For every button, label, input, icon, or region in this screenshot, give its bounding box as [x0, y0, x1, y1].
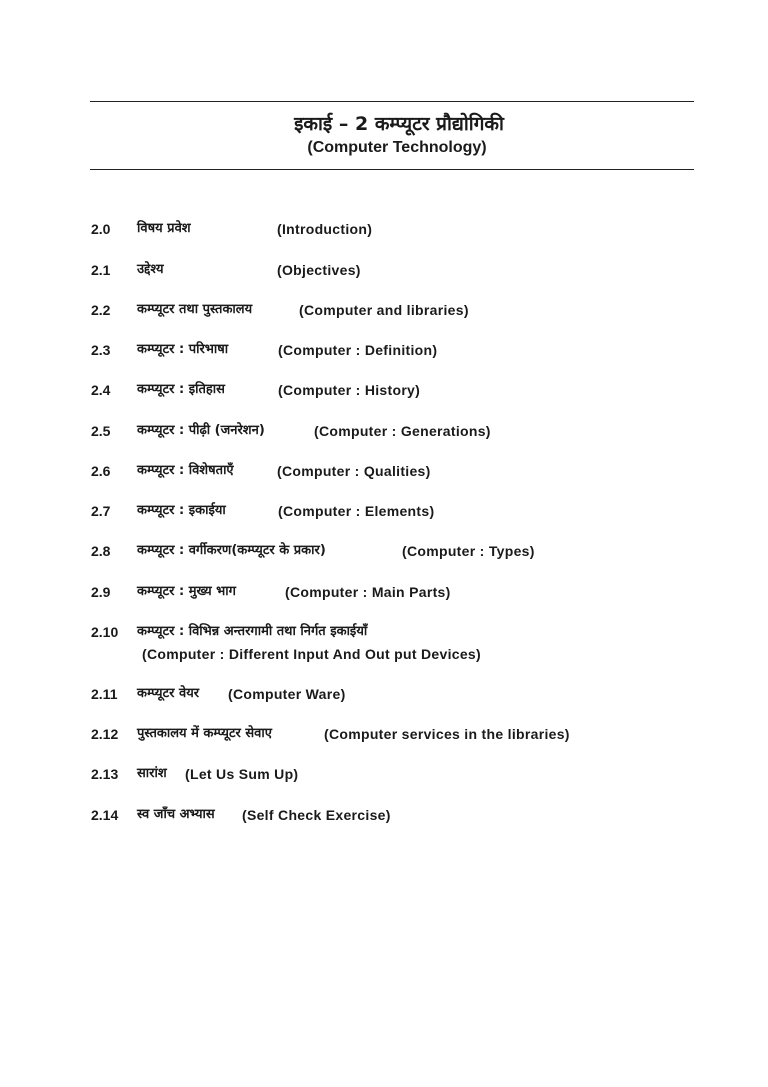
toc-number: 2.1	[91, 262, 111, 278]
toc-english: (Let Us Sum Up)	[185, 766, 299, 782]
toc-english: (Computer Ware)	[228, 686, 346, 702]
toc-english: (Computer and libraries)	[299, 302, 469, 318]
toc-english: (Computer : History)	[278, 382, 421, 398]
toc-hindi: कम्प्यूटर तथा पुस्तकालय	[137, 302, 253, 317]
toc-number: 2.12	[91, 726, 119, 742]
toc-number: 2.10	[91, 624, 119, 640]
toc-hindi: पुस्तकालय में कम्प्यूटर सेवाए	[137, 726, 272, 741]
toc-number: 2.9	[91, 584, 111, 600]
toc-hindi: स्व जॉंच अभ्यास	[137, 807, 215, 822]
toc-english: (Self Check Exercise)	[242, 807, 391, 823]
toc-number: 2.8	[91, 543, 111, 559]
toc-number: 2.3	[91, 342, 111, 358]
toc-hindi: कम्प्यूटर : वर्गीकरण(कम्प्यूटर के प्रकार)	[137, 543, 326, 558]
top-rule	[90, 101, 694, 102]
toc-number: 2.14	[91, 807, 119, 823]
toc-number: 2.11	[91, 686, 118, 702]
toc-english: (Computer : Types)	[402, 543, 535, 559]
toc-number: 2.2	[91, 302, 111, 318]
toc-number: 2.5	[91, 423, 111, 439]
toc-english: (Computer : Qualities)	[277, 463, 431, 479]
toc-english: (Objectives)	[277, 262, 361, 278]
toc-english: (Computer : Elements)	[278, 503, 435, 519]
unit-title-english: (Computer Technology)	[307, 139, 487, 156]
toc-english: (Computer services in the libraries)	[324, 726, 570, 742]
toc-hindi: कम्प्यूटर : विशेषताएँ	[137, 463, 234, 478]
toc-hindi: कम्प्यूटर : विभिन्न अन्तरगामी तथा निर्गत इकाईयॉं	[137, 624, 368, 639]
toc-hindi: उद्देश्य	[137, 262, 164, 277]
toc-number: 2.6	[91, 463, 111, 479]
toc-hindi: कम्प्यूटर वेयर	[137, 686, 200, 701]
toc-english: (Computer : Generations)	[314, 423, 491, 439]
toc-hindi: कम्प्यूटर : पीढ़ी (जनरेशन)	[137, 423, 265, 438]
toc-number: 2.4	[91, 382, 111, 398]
toc-hindi: कम्प्यूटर : मुख्य भाग	[137, 584, 236, 599]
toc-english: (Introduction)	[277, 221, 373, 237]
unit-title-hindi: इकाई – 2 कम्प्यूटर प्रौद्योगिकी	[294, 113, 504, 135]
toc-hindi: कम्प्यूटर : इतिहास	[137, 382, 225, 397]
toc-hindi: कम्प्यूटर : परिभाषा	[137, 342, 229, 357]
toc-hindi: सारांश	[137, 766, 167, 781]
toc-english: (Computer : Main Parts)	[285, 584, 451, 600]
toc-number: 2.0	[91, 221, 111, 237]
bottom-rule	[90, 169, 694, 170]
toc-english: (Computer : Definition)	[278, 342, 438, 358]
toc-number: 2.7	[91, 503, 111, 519]
toc-hindi: कम्प्यूटर : इकाईया	[137, 503, 226, 518]
toc-number: 2.13	[91, 766, 119, 782]
toc-english: (Computer : Different Input And Out put Devices)	[142, 646, 481, 662]
toc-hindi: विषय प्रवेश	[137, 221, 191, 236]
